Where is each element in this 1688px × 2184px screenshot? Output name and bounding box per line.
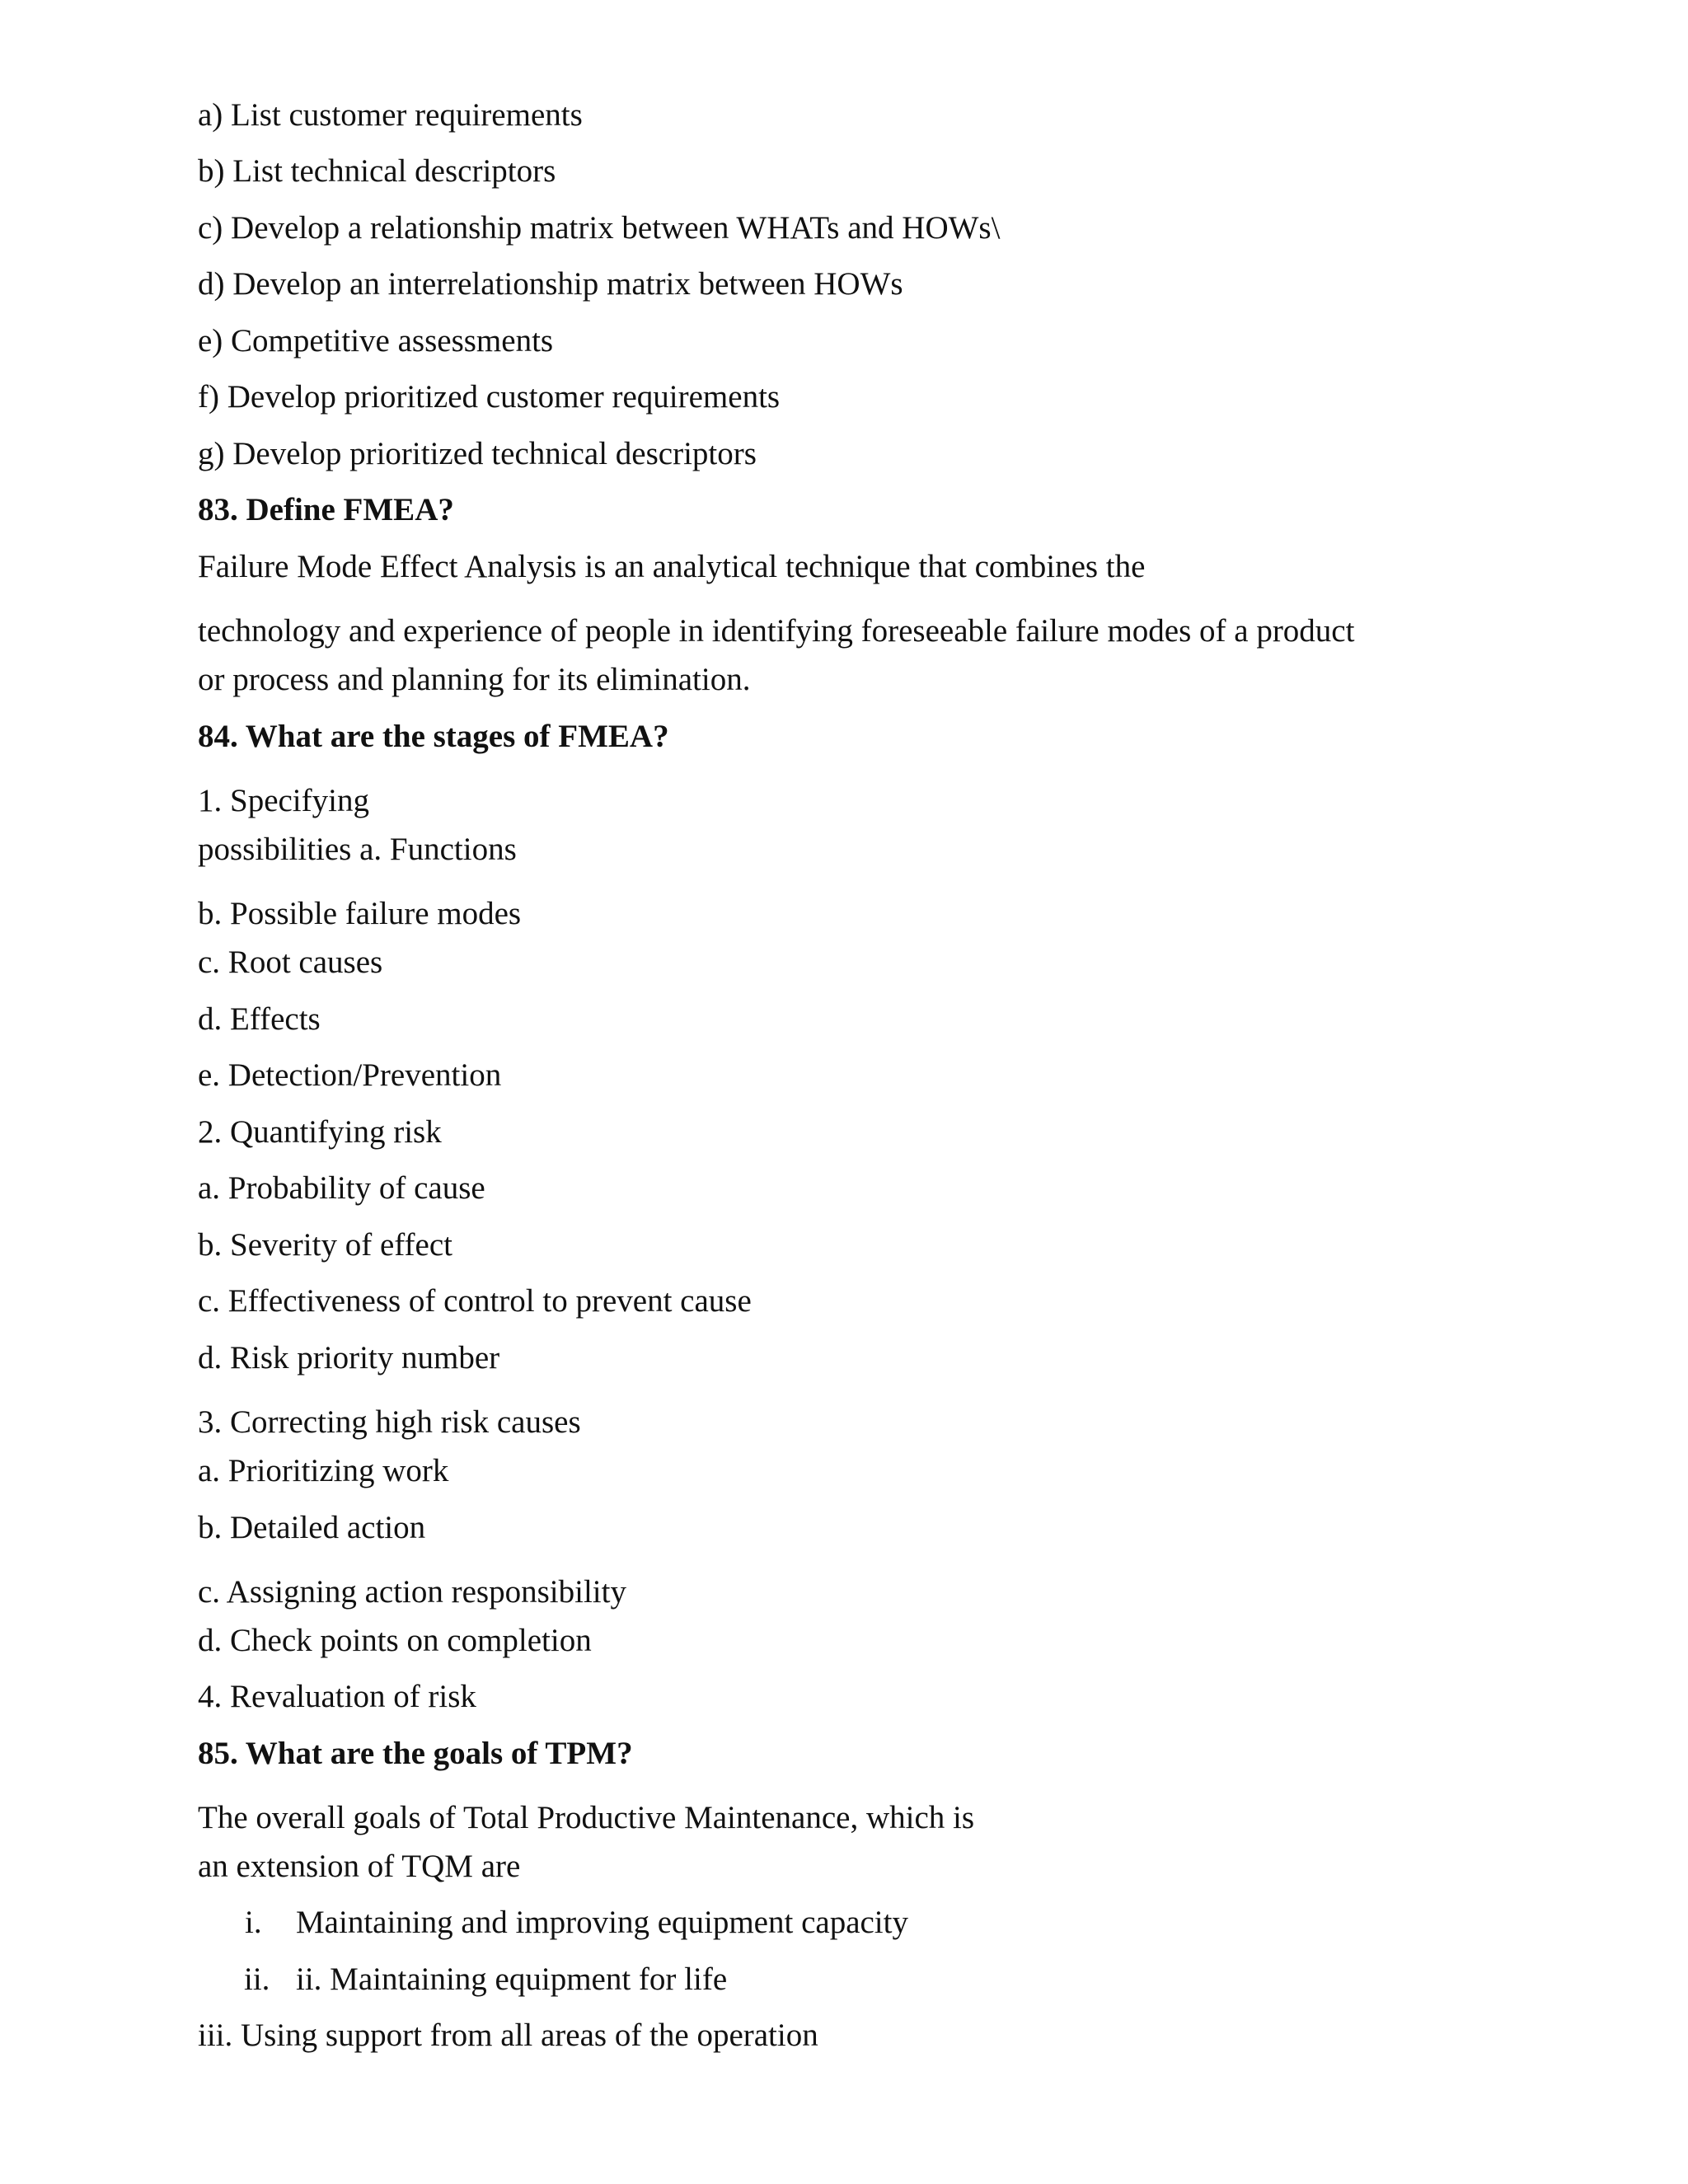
q84-line: b. Severity of effect: [198, 1227, 452, 1263]
q84-line: possibilities a. Functions: [198, 832, 517, 867]
goal-text: ii. Maintaining equipment for life: [296, 1961, 728, 1997]
qfd-step-c: c) Develop a relationship matrix between WHATs and HOWs\: [198, 210, 1001, 246]
q84-line: c. Assigning action responsibility: [198, 1574, 626, 1610]
qfd-step-g: g) Develop prioritized technical descriptors: [198, 436, 757, 471]
q83-heading: 83. Define FMEA?: [198, 492, 454, 527]
q85-intro-line-2: an extension of TQM are: [198, 1849, 521, 1884]
q84-line: b. Possible failure modes: [198, 896, 522, 931]
q84-line: a. Prioritizing work: [198, 1453, 449, 1488]
qfd-step-a: a) List customer requirements: [198, 97, 583, 133]
q84-line: c. Root causes: [198, 944, 383, 980]
qfd-step-b: b) List technical descriptors: [198, 153, 556, 189]
q84-line: d. Effects: [198, 1001, 321, 1037]
roman-numeral: i.: [245, 1905, 262, 1940]
roman-numeral: ii.: [244, 1961, 270, 1997]
q84-line: 1. Specifying: [198, 783, 369, 818]
q83-answer-line-2: technology and experience of people in identifying foreseeable failure modes of a product: [198, 613, 1355, 649]
q84-line: e. Detection/Prevention: [198, 1057, 502, 1093]
q85-goal-3: iii. Using support from all areas of the operation: [198, 2018, 818, 2053]
q83-answer-line-1: Failure Mode Effect Analysis is an analytical technique that combines the: [198, 549, 1146, 584]
q84-line: d. Risk priority number: [198, 1340, 500, 1376]
q84-line: 3. Correcting high risk causes: [198, 1404, 581, 1440]
q85-intro-line-1: The overall goals of Total Productive Maintenance, which is: [198, 1800, 975, 1835]
q84-line: 2. Quantifying risk: [198, 1114, 442, 1150]
qfd-step-e: e) Competitive assessments: [198, 323, 554, 359]
goal-text: Maintaining and improving equipment capacity: [296, 1905, 908, 1940]
q84-line: a. Probability of cause: [198, 1170, 485, 1206]
q83-answer-line-3: or process and planning for its elimination.: [198, 662, 751, 697]
qfd-step-d: d) Develop an interrelationship matrix between HOWs: [198, 266, 903, 302]
qfd-step-f: f) Develop prioritized customer requirements: [198, 379, 781, 415]
q85-heading: 85. What are the goals of TPM?: [198, 1736, 633, 1771]
q84-line: d. Check points on completion: [198, 1623, 592, 1658]
q84-line: b. Detailed action: [198, 1510, 426, 1545]
q84-line: c. Effectiveness of control to prevent cause: [198, 1283, 752, 1319]
q84-heading: 84. What are the stages of FMEA?: [198, 719, 669, 754]
q84-line: 4. Revaluation of risk: [198, 1679, 476, 1714]
